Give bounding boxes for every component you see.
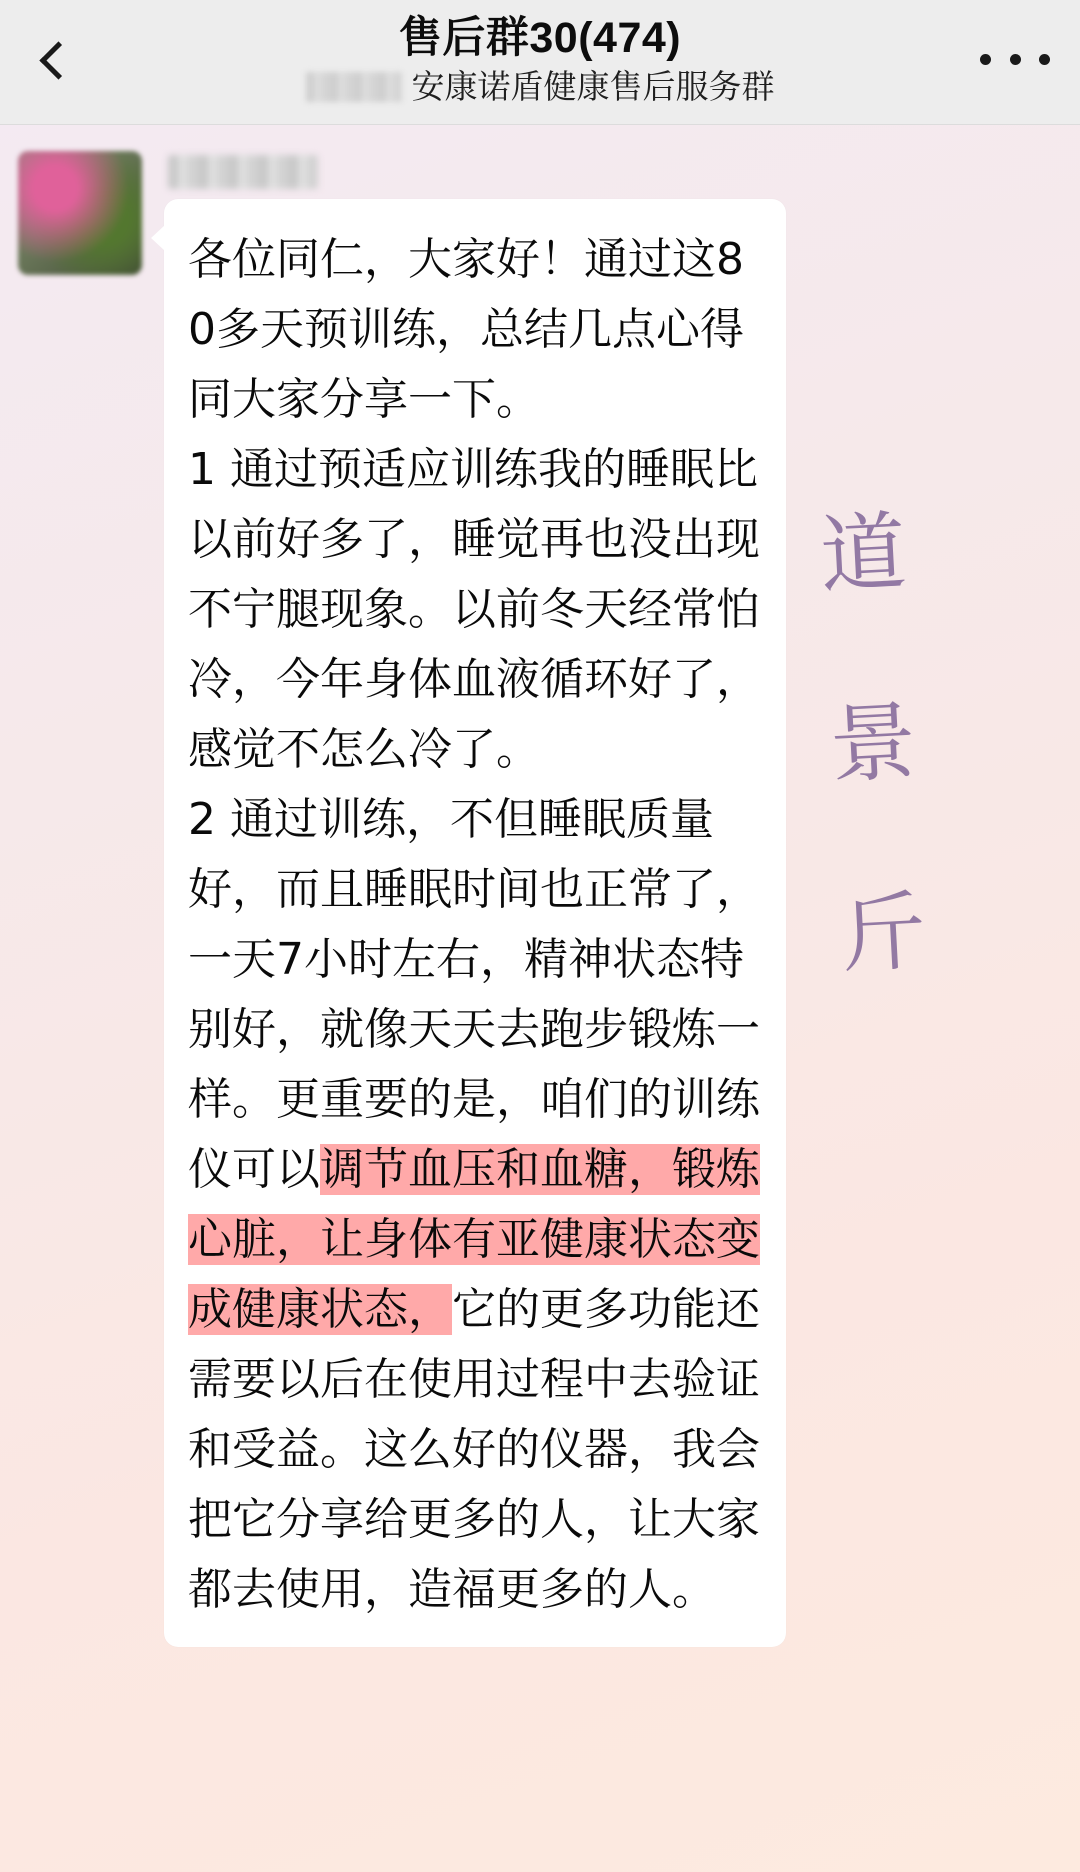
message-tail-text: 它的更多功能还需要以后在使用过程中去验证和受益。这么好的仪器，我会把它分享给更多的人，让大家都去使用，造福更多的人。	[188, 1284, 760, 1615]
redacted-name-block	[306, 72, 402, 102]
more-dots-icon	[980, 54, 991, 65]
more-dots-icon	[1039, 54, 1050, 65]
message-bubble[interactable]	[164, 199, 786, 1647]
calligraphy-glyph: 景	[827, 691, 919, 797]
chat-header	[0, 0, 1080, 125]
message-column	[164, 151, 786, 1647]
calligraphy-glyph: 斤	[837, 881, 929, 986]
list-item	[0, 151, 1080, 1647]
message-paragraph-2: 1 通过预适应训练我的睡眠比以前好多了，睡觉再也没出现不宁腿现象。以前冬天经常怕冷，今年身体血液循环好了，感觉不怎么冷了。	[188, 444, 760, 775]
page-title: 售后群30(474)	[398, 14, 682, 62]
avatar[interactable]	[18, 151, 142, 275]
message-list[interactable]	[0, 125, 1080, 1872]
message-paragraph-1: 各位同仁，大家好！通过这80多天预训练，总结几点心得同大家分享一下。	[188, 234, 744, 425]
redacted-sender-name	[168, 155, 318, 189]
message-paragraph-3: 2 通过训练，不但睡眠质量好，而且睡眠时间也正常了，一天7小时左右，精神状态特别好，就像天天去跑步锻炼一样。更重要的是，咱们的训练仪可以	[188, 794, 760, 1195]
more-options-button[interactable]	[980, 36, 1050, 82]
header-subtitle-row	[0, 68, 1080, 106]
message-text	[188, 225, 762, 1625]
header-center	[0, 12, 1080, 106]
more-dots-icon	[1010, 54, 1021, 65]
highlighted-passage: 调节血压和血糖，锻炼心脏，让身体有亚健康状态变成健康状态，	[188, 1144, 760, 1335]
group-subtitle: 安康诺盾健康售后服务群	[411, 68, 775, 105]
calligraphy-glyph: 道	[817, 502, 909, 607]
